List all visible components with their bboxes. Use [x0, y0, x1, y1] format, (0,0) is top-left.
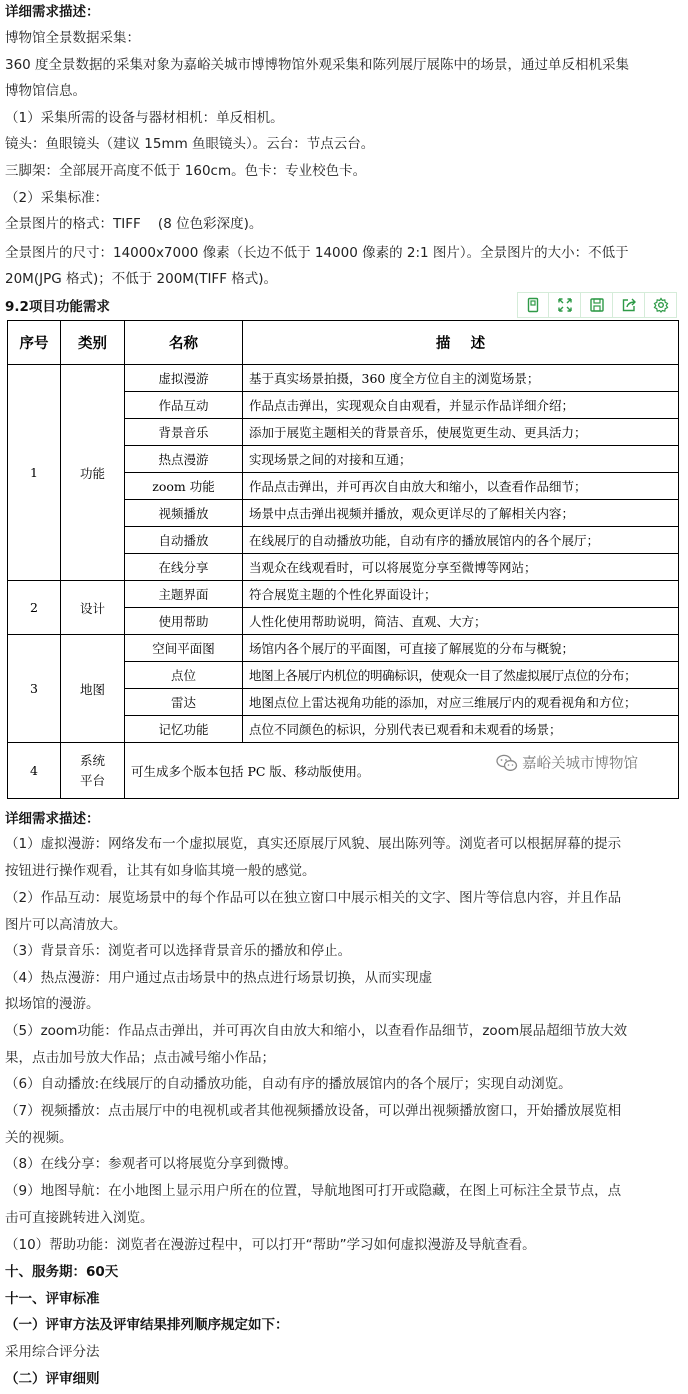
row-description: 基于真实场景拍摄，360 度全方位自主的浏览场景；	[243, 365, 679, 392]
paragraph: 20M(JPG 格式)；不低于 200M(TIFF 格式)。	[5, 271, 278, 287]
table-header-row	[8, 321, 679, 365]
paragraph: （6）自动播放:在线展厅的自动播放功能，自动有序的播放展馆内的各个展厅；实现自动浏览。	[5, 1076, 572, 1092]
paragraph: 关的视频。	[5, 1130, 73, 1146]
header-description: 描 述	[243, 321, 679, 365]
table-section-title: 9.2项目功能需求	[5, 299, 110, 315]
settings-icon	[653, 297, 669, 313]
paragraph: （9）地图导航：在小地图上显示用户所在的位置，导航地图可打开或隐藏，在图上可标注全景节点，点	[5, 1183, 622, 1199]
image-toolbar	[517, 292, 677, 318]
row-name: 背景音乐	[125, 419, 243, 446]
expand-icon	[557, 297, 573, 313]
row-description: 当观众在线观看时，可以将展览分享至微博等网站；	[243, 554, 679, 581]
row-category: 功能	[61, 365, 125, 581]
row-name: zoom 功能	[125, 473, 243, 500]
save-icon	[589, 297, 605, 313]
row-number: 4	[8, 743, 61, 799]
settings-button[interactable]	[645, 292, 677, 318]
paragraph: （10）帮助功能：浏览者在漫游过程中，可以打开“帮助”学习如何虚拟漫游及导航查看。	[5, 1237, 536, 1253]
paragraph: 镜头：鱼眼镜头（建议 15mm 鱼眼镜头）。云台：节点云台。	[5, 136, 375, 152]
row-name: 空间平面图	[125, 635, 243, 662]
row-name: 在线分享	[125, 554, 243, 581]
paragraph: （2）作品互动：展览场景中的每个作品可以在独立窗口中展示相关的文字、图片等信息内容，并且作品	[5, 890, 622, 906]
row-name: 主题界面	[125, 581, 243, 608]
share-button[interactable]	[613, 292, 645, 318]
section-heading: 十一、评审标准	[5, 1291, 100, 1307]
paragraph: （1）虚拟漫游：网络发布一个虚拟展览，真实还原展厅风貌、展出陈列等。浏览者可以根据屏幕的提示	[5, 836, 622, 852]
row-name: 使用帮助	[125, 608, 243, 635]
watermark	[496, 752, 638, 773]
wechat-icon	[496, 754, 518, 772]
row-description: 场景中点击弹出视频并播放，观众更详尽的了解相关内容；	[243, 500, 679, 527]
row-name: 热点漫游	[125, 446, 243, 473]
share-icon	[621, 297, 637, 313]
row-name: 自动播放	[125, 527, 243, 554]
row-description: 地图上各展厅内机位的明确标识，使观众一目了然虚拟展厅点位的分布；	[243, 662, 679, 689]
row-description: 在线展厅的自动播放功能，自动有序的播放展馆内的各个展厅；	[243, 527, 679, 554]
row-description: 作品点击弹出，并可再次自由放大和缩小，以查看作品细节；	[243, 473, 679, 500]
section-heading: 十、服务期：60天	[5, 1264, 119, 1280]
paragraph: 击可直接跳转进入浏览。	[5, 1210, 154, 1226]
header-no: 序号	[8, 321, 61, 365]
row-category: 设计	[61, 581, 125, 635]
paragraph: （1）采集所需的设备与器材相机：单反相机。	[5, 110, 284, 126]
row-description: 点位不同颜色的标识，分别代表已观看和未观看的场景；	[243, 716, 679, 743]
table-row	[8, 581, 679, 608]
section-heading: 详细需求描述：	[5, 811, 100, 827]
row-name: 视频播放	[125, 500, 243, 527]
paragraph: 全景图片的格式：TIFF (8 位色彩深度)。	[5, 216, 263, 232]
row-category: 地图	[61, 635, 125, 743]
paragraph: 三脚架：全部展开高度不低于 160cm。色卡：专业校色卡。	[5, 163, 367, 179]
paragraph: （2）采集标准：	[5, 190, 109, 206]
section-heading: 详细需求描述：	[5, 4, 100, 20]
paragraph: （5）zoom功能：作品点击弹出，并可再次自由放大和缩小，以查看作品细节，zoom展品超细节放大效	[5, 1023, 628, 1039]
paragraph: 360 度全景数据的采集对象为嘉峪关城市博博物馆外观采集和陈列展厅展陈中的场景，通过单反相机采集	[5, 57, 630, 73]
watermark-text: 嘉峪关城市博物馆	[522, 756, 638, 772]
paragraph: 果，点击加号放大作品；点击减号缩小作品；	[5, 1050, 275, 1066]
row-name: 雷达	[125, 689, 243, 716]
category-line: 平台	[79, 772, 105, 788]
paragraph: 图片可以高清放大。	[5, 917, 127, 933]
paragraph: 博物馆全景数据采集：	[5, 30, 140, 46]
paragraph: （4）热点漫游：用户通过点击场景中的热点进行场景切换，从而实现虚	[5, 970, 433, 986]
row-description: 地图点位上雷达视角功能的添加，对应三维展厅内的观看视角和方位；	[243, 689, 679, 716]
copy-icon	[525, 297, 541, 313]
section-heading: （二）评审细则	[5, 1371, 100, 1387]
table-row	[8, 365, 679, 392]
row-number: 3	[8, 635, 61, 743]
header-category: 类别	[61, 321, 125, 365]
row-description: 添加于展览主题相关的背景音乐，使展览更生动、更具活力；	[243, 419, 679, 446]
requirements-table	[7, 320, 679, 799]
copy-button[interactable]	[517, 292, 549, 318]
expand-button[interactable]	[549, 292, 581, 318]
row-description: 可生成多个版本包括 PC 版、移动版使用。	[125, 743, 679, 799]
section-heading: （一）评审方法及评审结果排列顺序规定如下：	[5, 1317, 289, 1333]
save-button[interactable]	[581, 292, 613, 318]
paragraph: 博物馆信息。	[5, 83, 86, 99]
row-description: 场馆内各个展厅的平面图，可直接了解展览的分布与概貌；	[243, 635, 679, 662]
paragraph: 采用综合评分法	[5, 1344, 100, 1360]
paragraph: 按钮进行操作观看，让其有如身临其境一般的感觉。	[5, 863, 316, 879]
category-line: 系统	[79, 752, 105, 768]
paragraph: （7）视频播放：点击展厅中的电视机或者其他视频播放设备，可以弹出视频播放窗口，开始播放展览相	[5, 1103, 622, 1119]
paragraph: （8）在线分享：参观者可以将展览分享到微博。	[5, 1156, 298, 1172]
paragraph: 全景图片的尺寸：14000x7000 像素（长边不低于 14000 像素的 2:1 图片）。全景图片的大小：不低于	[5, 245, 629, 261]
row-name: 虚拟漫游	[125, 365, 243, 392]
header-name: 名称	[125, 321, 243, 365]
row-description: 符合展览主题的个性化界面设计；	[243, 581, 679, 608]
row-description: 人性化使用帮助说明，简洁、直观、大方；	[243, 608, 679, 635]
row-name: 作品互动	[125, 392, 243, 419]
row-number: 1	[8, 365, 61, 581]
paragraph: （3）背景音乐：浏览者可以选择背景音乐的播放和停止。	[5, 943, 352, 959]
row-number: 2	[8, 581, 61, 635]
row-description: 作品点击弹出，实现观众自由观看，并显示作品详细介绍；	[243, 392, 679, 419]
row-category	[61, 743, 125, 799]
row-name: 点位	[125, 662, 243, 689]
paragraph: 拟场馆的漫游。	[5, 996, 100, 1012]
row-name: 记忆功能	[125, 716, 243, 743]
table-row	[8, 635, 679, 662]
row-description: 实现场景之间的对接和互通；	[243, 446, 679, 473]
